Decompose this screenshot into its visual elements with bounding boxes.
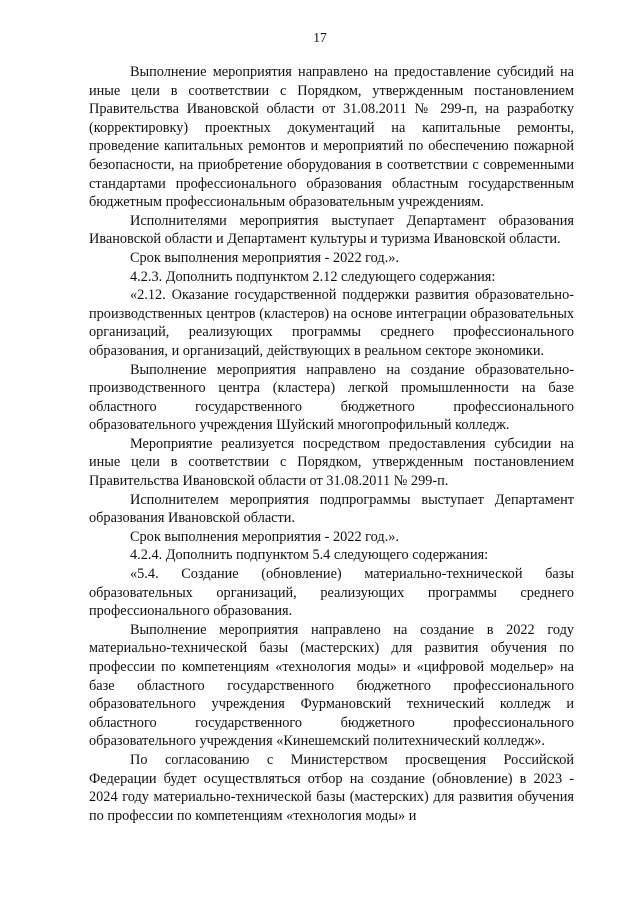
paragraph: «5.4. Создание (обновление) материально-технической базы образовательных организаций, реализующих программы среднего профессионального образования. <box>89 566 574 620</box>
paragraph: 4.2.4. Дополнить подпунктом 5.4 следующего содержания: <box>130 547 489 564</box>
paragraph: Мероприятие реализуется посредством предоставления субсидии на иные цели в соответствии с Порядком, утвержденным постановлением Правительства Ивановской области от 31.08.2011 № 299-п. <box>89 435 574 490</box>
paragraph: Исполнителем мероприятия подпрограммы выступает Департамент образования Ивановской области. <box>89 491 574 527</box>
paragraph: «2.12. Оказание государственной поддержки развития образовательно-производственных центров (кластеров) на основе интеграции образовательных организаций, реализующих программы среднего профессионального образования, и организаций, действующих в реальном секторе экономики. <box>89 287 574 359</box>
page-number: 17 <box>313 30 327 45</box>
document-body <box>89 63 574 825</box>
paragraph: Выполнение мероприятия направлено на создание в 2022 году материально-технической базы (мастерских) для развития обучения по профессии по компетенциям «технология моды» и «цифровой модельер» на базе областного государственного бюджетного профессионального образовательного учреждения Фурмановский технический колледж и областного государственного бюджетного профессионального образовательного учреждения «Кинешемский политехнический колледж». <box>89 621 574 750</box>
paragraph: Срок выполнения мероприятия - 2022 год.». <box>130 249 399 266</box>
paragraph: 4.2.3. Дополнить подпунктом 2.12 следующего содержания: <box>130 268 496 285</box>
paragraph: Исполнителями мероприятия выступает Департамент образования Ивановской области и Департамент культуры и туризма Ивановской области. <box>89 212 574 248</box>
paragraph: Срок выполнения мероприятия - 2022 год.». <box>130 528 399 545</box>
paragraph: Выполнение мероприятия направлено на создание образовательно-производственного центра (кластера) легкой промышленности на базе областного государственного бюджетного профессионального образовательного учреждения Шуйский многопрофильный колледж. <box>89 361 574 434</box>
paragraph: По согласованию с Министерством просвещения Российской Федерации будет осуществляться отбор на создание (обновление) в 2023 - 2024 году материально-технической базы (мастерских) для развития обучения по профессии по компетенциям «технология моды» и <box>89 751 574 824</box>
paragraph: Выполнение мероприятия направлено на предоставление субсидий на иные цели в соответствии с Порядком, утвержденным постановлением Правительства Ивановской области от 31.08.2011 № 299-п, на разработку (корректировку) проектных документаций на капитальные ремонты, проведение капитальных ремонтов и мероприятий по обеспечению пожарной безопасности, на приобретение оборудования в соответствии с современными стандартами профессионального образования областным государственным бюджетным профессиональным образовательным учреждениям. <box>89 64 574 211</box>
